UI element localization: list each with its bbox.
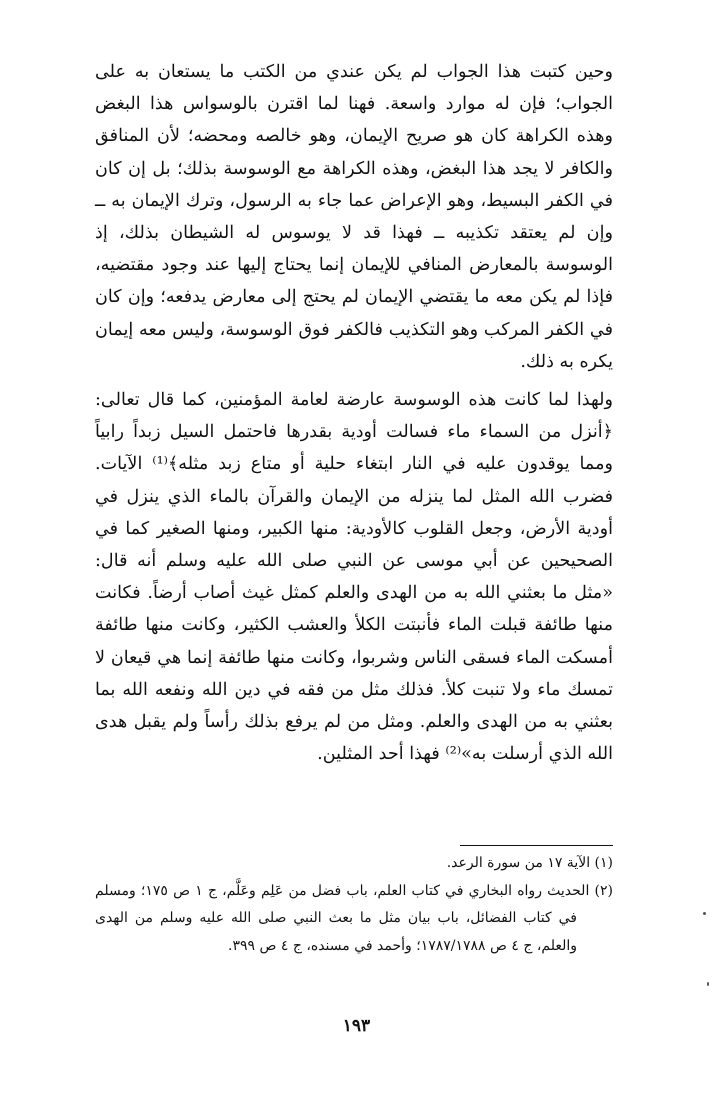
footnote-2: (٢) الحديث رواه البخاري في كتاب العلم، باب فضل من عَلِم وعَلَّم، ج ١ ص ١٧٥؛ ومسلم في كتاب الفضائل، باب بيان مثل ما بعث النبي صلى الله عليه وسلم من الهدى والعلم، ج ٤ ص ١٧٨٧/١٧٨٨؛ وأحمد في مسنده، ج ٤ ص ٣٩٩. <box>95 882 613 954</box>
paragraph-2: ولهذا لما كانت هذه الوسوسة عارضة لعامة المؤمنين، كما قال تعالى: ﴿أنزل من السماء ماء فسالت أودية بقدرها فاحتمل السيل زبداً رابياً ومما يوقدون عليه في النار ابتغاء حلية أو متاع زبد مثله﴾⁽¹⁾ الآيات. فضرب الله المثل لما ينزله من الإيمان والقرآن بالماء الذي ينزل في أودية الأرض، وجعل القلوب كالأودية: منها الكبير، ومنها الصغير كما في الصحيحين عن أبي موسى عن النبي صلى الله عليه وسلم أنه قال: «مثل ما بعثني الله به من الهدى والعلم كمثل غيث أصاب أرضاً. فكانت منها طائفة قبلت الماء فأنبتت الكلأ والعشب الكثير، وكانت منها طائفة أمسكت الماء فسقى الناس وشربوا، وكانت منها طائفة إنما هي قيعان لا تمسك ماء ولا تنبت كلأ. فذلك مثل من فقه في دين الله ونفعه الله بما بعثني به من الهدى والعلم. ومثل من لم يرفع بذلك رأساً ولم يقبل هدى الله الذي أرسلت به»⁽²⁾ فهذا أحد المثلين. <box>95 390 614 765</box>
footnote-1: (١) الآية ١٧ من سورة الرعد. <box>446 855 613 871</box>
footnotes <box>95 850 613 960</box>
main-text <box>95 56 613 770</box>
footnote-separator <box>460 845 613 846</box>
page-number: ١٩٣ <box>342 1016 371 1036</box>
scan-speck <box>703 912 706 915</box>
scan-speck <box>707 982 709 986</box>
paragraph-1: وحين كتبت هذا الجواب لم يكن عندي من الكتب ما يستعان به على الجواب؛ فإن له موارد واسعة. فهنا لما اقترن بالوسواس هذا البغض وهذه الكراهة كان هو صريح الإيمان، وهو خالصه ومحضه؛ لأن المنافق والكافر لا يجد هذا البغض، وهذه الكراهة مع الوسوسة بذلك؛ بل إن كان في الكفر البسيط، وهو الإعراض عما جاء به الرسول، وترك الإيمان به ــ وإن لم يعتقد تكذيبه ــ فهذا قد لا يوسوس له الشيطان بذلك، إذ الوسوسة بالمعارض المنافي للإيمان إنما يحتاج إليها عند وجود مقتضيه، فإذا لم يكن معه ما يقتضي الإيمان لم يحتج إلى معارض يدفعه؛ وإن كان في الكفر المركب وهو التكذيب فالكفر فوق الوسوسة، وليس معه إيمان يكره به ذلك. <box>95 62 613 372</box>
